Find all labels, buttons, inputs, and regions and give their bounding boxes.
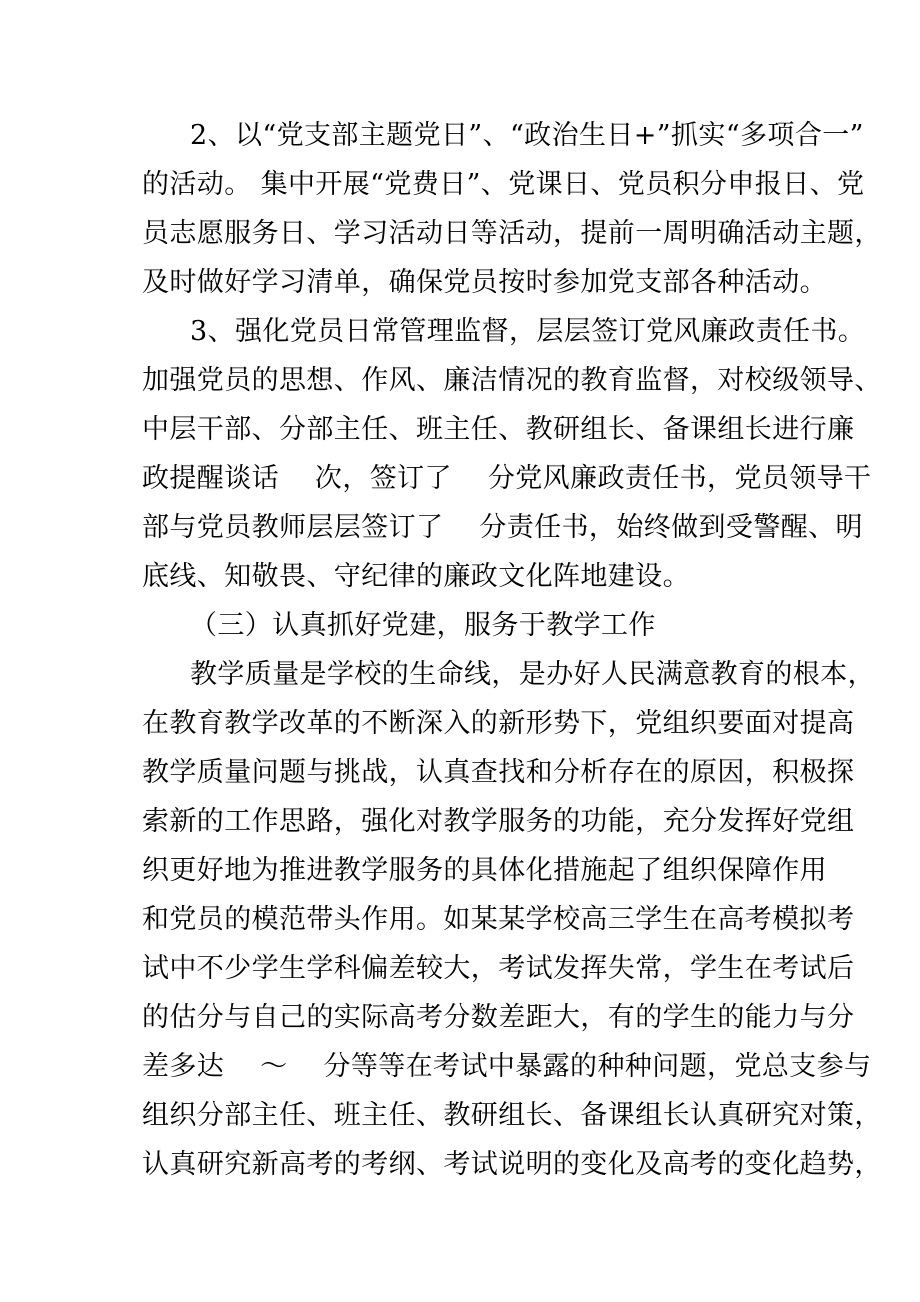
text-line: 差多达 ～ 分等等在考试中暴露的种种问题，党总支参与 — [142, 1051, 872, 1082]
text-line: 织更好地为推进教学服务的具体化措施起了组织保障作用 — [142, 855, 827, 886]
text-line: 教学质量问题与挑战，认真查找和分析存在的原因，积极探 — [142, 757, 855, 788]
section-heading: （三）认真抓好党建，服务于教学工作 — [190, 610, 656, 641]
text-line: 加强党员的思想、作风、廉洁情况的教育监督，对校级领导、 — [142, 365, 882, 396]
text-line: 员志愿服务日、学习活动日等活动，提前一周明确活动主题， — [142, 218, 882, 249]
text-line: 3、强化党员日常管理监督，层层签订党风廉政责任书。 — [190, 316, 866, 347]
text-line: 的估分与自己的实际高考分数差距大，有的学生的能力与分 — [142, 1002, 855, 1033]
text-line: 索新的工作思路，强化对教学服务的功能，充分发挥好党组 — [142, 806, 855, 837]
text-line: 认真研究新高考的考纲、考试说明的变化及高考的变化趋势， — [142, 1149, 882, 1180]
text-line: 及时做好学习清单，确保党员按时参加党支部各种活动。 — [142, 267, 827, 298]
text-line: 试中不少学生学科偏差较大，考试发挥失常，学生在考试后 — [142, 953, 855, 984]
text-line: 的活动。 集中开展“党费日”、党课日、党员积分申报日、党 — [142, 169, 865, 200]
text-line: 中层干部、分部主任、班主任、教研组长、备课组长进行廉 — [142, 414, 855, 445]
text-line: 教学质量是学校的生命线，是办好人民满意教育的根本， — [190, 659, 875, 690]
text-line: 组织分部主任、班主任、教研组长、备课组长认真研究对策， — [142, 1100, 882, 1131]
text-line: 底线、知敬畏、守纪律的廉政文化阵地建设。 — [142, 561, 690, 592]
text-line: 2、以“党支部主题党日”、“政治生日+”抓实“多项合一” — [190, 120, 864, 151]
text-line: 和党员的模范带头作用。如某某学校高三学生在高考模拟考 — [142, 904, 855, 935]
text-line: 部与党员教师层层签订了 分责任书，始终做到受警醒、明 — [142, 512, 863, 543]
text-line: 在教育教学改革的不断深入的新形势下，党组织要面对提高 — [142, 708, 855, 739]
text-line: 政提醒谈话 次，签订了 分党风廉政责任书，党员领导干 — [142, 463, 872, 494]
